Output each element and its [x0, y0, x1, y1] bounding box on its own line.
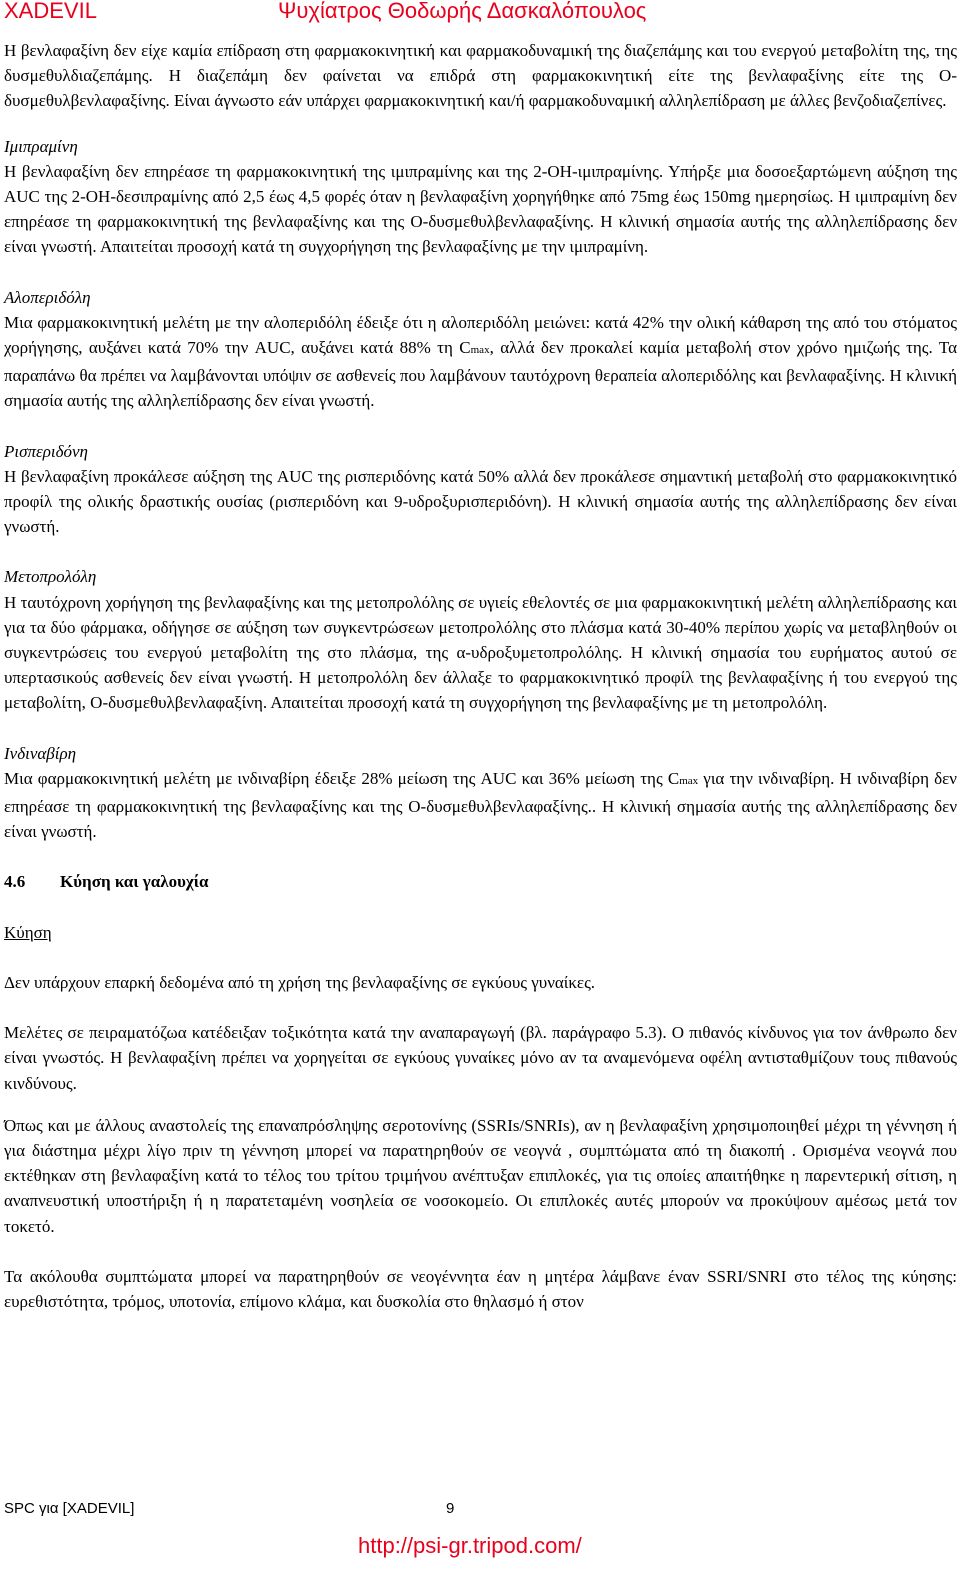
section-heading [4, 869, 957, 894]
section-number: 4.6 [4, 872, 26, 892]
section-title: Κύηση και γαλουχία [60, 872, 209, 892]
paragraph-risperidone: Η βενλαφαξίνη προκάλεσε αύξηση της AUC της ρισπεριδόνης κατά 50% αλλά δεν προκάλεσε σημαντική μεταβολή στο φαρμακοκινητικό προφίλ της ολικής δραστικής ουσίας (ρισπεριδόνη και 9-υδροξυρισπεριδόνη). Η κλινική σημασία αυτής της αλληλεπίδρασης δεν είναι γνωστή. [4, 466, 957, 537]
footer-url-link[interactable]: http://psi-gr.tripod.com/ [358, 1533, 582, 1558]
brand-name: XADEVIL [4, 0, 97, 23]
paragraph-indinavir: Μια φαρμακοκινητική μελέτη με ινδιναβίρη έδειξε 28% μείωση της AUC και 36% μείωση της Cmax για την ινδιναβίρη. Η ινδιναβίρη δεν επηρέασε τη φαρμακοκινητική της βενλαφαξίνης και της Ο-δυσμεθυλβενλαφαξίνης.. Η κλινική σημασία αυτής της αλληλεπίδρασης δεν είναι γνωστή. [4, 768, 957, 842]
paragraph-metoprolol: Η ταυτόχρονη χορήγηση της βενλαφαξίνης και της μετοπρολόλης σε υγιείς εθελοντές σε μια φαρμακοκινητική μελέτη αλληλεπίδρασης και για τα δύο φάρμακα, οδήγησε σε αύξηση των συγκεντρώσεων μετοπρολόλης στο πλάσμα κατά 30-40% περίπου χωρίς να μεταβληθούν οι συγκεντρώσεις του ενεργού μεταβολίτη της στο πλάσμα, της α-υδροξυμετοπρολόλης. Η κλινική σημασία του ευρήματος αυτού σε υπερτασικούς ασθενείς δεν είναι γνωστή. Η μετοπρολόλη δεν άλλαξε το φαρμακοκινητικό προφίλ της βενλαφαξίνης ή του ενεργού της μεταβολίτη, Ο-δυσμεθυλβενλαφαξίνη. Απαιτείται προσοχή κατά τη συγχορήγηση της βενλαφαξίνης με τη μετοπρολόλη. [4, 592, 957, 713]
heading-pregnancy: Κύηση [4, 922, 52, 942]
heading-risperidone: Ρισπεριδόνη [4, 441, 88, 461]
heading-imipramine: Ιμιπραμίνη [4, 136, 78, 156]
paragraph-haloperidol: Μια φαρμακοκινητική μελέτη με την αλοπεριδόλη έδειξε ότι η αλοπεριδόλη μειώνει: κατά 42% την ολική κάθαρση της από του στόματος χορήγησης, αυξάνει κατά 70% την AUC, αυξάνει κατά 88% τη Cmax, αλλά δεν προκαλεί καμία μεταβολή στον χρόνο ημιζωής της. Τα παραπάνω θα πρέπει να λαμβάνονται υπόψιν σε ασθενείς που λαμβάνουν ταυτόχρονη θεραπεία αλοπεριδόλης και βενλαφαξίνης. Η κλινική σημασία αυτής της αλληλεπίδρασης δεν είναι γνωστή. [4, 312, 957, 411]
paragraph-diazepam: Η βενλαφαξίνη δεν είχε καμία επίδραση στη φαρμακοκινητική και φαρμακοδυναμική της διαζεπάμης και του ενεργού μεταβολίτη της, της δυσμεθυλδιαζεπάμης. Η διαζεπάμη δεν φαίνεται να επιδρά στη φαρμακοκινητική είτε της βενλαφαξίνης είτε της Ο-δυσμεθυλβενλαφαξίνης. Είναι άγνωστο εάν υπάρχει φαρμακοκινητική και/ή φαρμακοδυναμική αλληλεπίδραση με άλλες βενζοδιαζεπίνες. [4, 41, 957, 111]
author-name: Ψυχίατρος Θοδωρής Δασκαλόπουλος [278, 0, 647, 23]
heading-metoprolol: Μετοπρολόλη [4, 567, 97, 587]
heading-indinavir: Ινδιναβίρη [4, 743, 77, 763]
heading-haloperidol: Αλοπεριδόλη [4, 287, 91, 307]
paragraph-imipramine: Η βενλαφαξίνη δεν επηρέασε τη φαρμακοκινητική της ιμιπραμίνης και της 2-OH-ιμιπραμίνης. Υπήρξε μια δοσοεξαρτώμενη αύξηση της AUC της 2-OH-δεσιπραμίνης από 2,5 έως 4,5 φορές όταν η βενλαφαξίνη χορηγήθηκε από 75mg έως 150mg ημερησίως. Η ιμιπραμίνη δεν επηρέασε τη φαρμακοκινητική της βενλαφαξίνης και της Ο-δυσμεθυλβενλαφαξίνης. Η κλινική σημασία αυτής της αλληλεπίδρασης δεν είναι γνωστή. Απαιτείται προσοχή κατά τη συγχορήγηση της βενλαφαξίνης με την ιμιπραμίνη. [4, 161, 957, 257]
paragraph-pregnancy-2: Μελέτες σε πειραματόζωα κατέδειξαν τοξικότητα κατά την αναπαραγωγή (βλ. παράγραφο 5.3). Ο πιθανός κίνδυνος για τον άνθρωπο δεν είναι γνωστός. Η βενλαφαξίνη πρέπει να χορηγείται σε εγκύους γυναίκες μόνο αν τα αναμενόμενα οφέλη αντισταθμίζουν τους πιθανούς κινδύνους. [4, 1023, 957, 1093]
paragraph-pregnancy-4: Τα ακόλουθα συμπτώματα μπορεί να παρατηρηθούν σε νεογέννητα έαν η μητέρα λάμβανε έναν SSRI/SNRI στο τέλος της κύησης: ευρεθιστότητα, τρόμος, υποτονία, επίμονο κλάμα, και δυσκολία στο θηλασμό ή στον [4, 1266, 957, 1311]
paragraph-pregnancy-1: Δεν υπάρχουν επαρκή δεδομένα από τη χρήση της βενλαφαξίνης σε εγκύους γυναίκες. [4, 972, 596, 992]
footer-page-number: 9 [446, 1500, 455, 1517]
paragraph-pregnancy-3: Όπως και με άλλους αναστολείς της επαναπρόσληψης σεροτονίνης (SSRIs/SNRIs), αν η βενλαφαξίνη χρησιμοποιηθεί μέχρι τη γέννηση ή για διάστημα μέχρι λίγο πριν τη γέννηση μπορεί να παρατηρηθούν σε νεογνά , συμπτώματα από τη διακοπή . Ορισμένα νεογνά που εκτέθηκαν στη βενλαφαξίνη κατά το τέλος του τρίτου τριμήνου ανέπτυξαν επιπλοκές, για τις οποίες απαιτήθηκε η παρεντερική σίτιση, η αναπνευστική υποστήριξη ή η παρατεταμένη νοσηλεία σε νοσοκομείο. Οι επιπλοκές αυτές μπορούν να προκύψουν αμέσως μετά τον τοκετό. [4, 1115, 957, 1236]
footer-document-label: SPC για [XADEVIL] [4, 1500, 135, 1517]
document-body [4, 38, 957, 1314]
page-header [0, 0, 960, 30]
